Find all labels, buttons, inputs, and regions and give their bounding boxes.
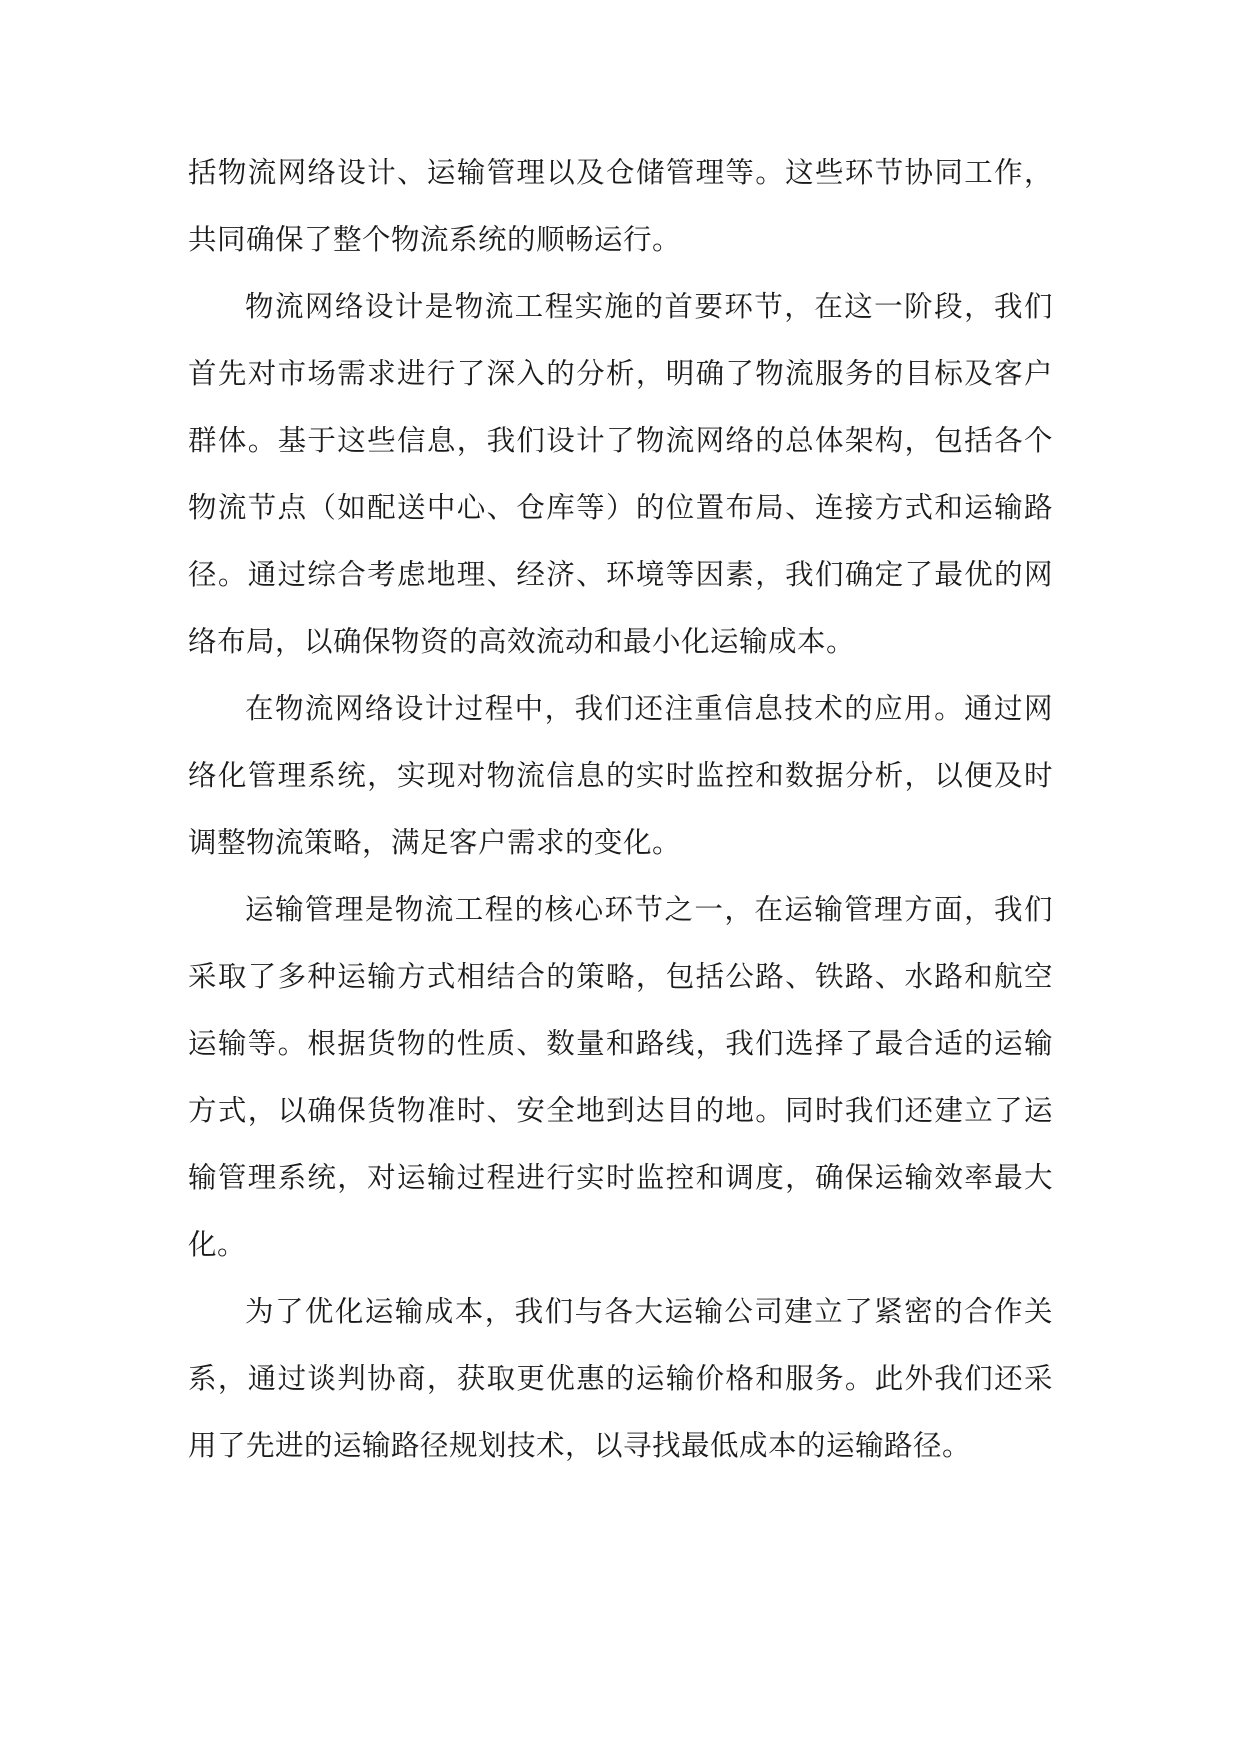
paragraph-1: 括物流网络设计、运输管理以及仓储管理等。这些环节协同工作，共同确保了整个物流系统的顺畅运行。 <box>188 156 1053 256</box>
document-body <box>188 139 1053 1479</box>
paragraph-2: 物流网络设计是物流工程实施的首要环节，在这一阶段，我们首先对市场需求进行了深入的分析，明确了物流服务的目标及客户群体。基于这些信息，我们设计了物流网络的总体架构，包括各个物流节点（如配送中心、仓库等）的位置布局、连接方式和运输路径。通过综合考虑地理、经济、环境等因素，我们确定了最优的网络布局，以确保物资的高效流动和最小化运输成本。 <box>188 290 1053 658</box>
paragraph-5: 为了优化运输成本，我们与各大运输公司建立了紧密的合作关系，通过谈判协商，获取更优惠的运输价格和服务。此外我们还采用了先进的运输路径规划技术，以寻找最低成本的运输路径。 <box>188 1295 1053 1462</box>
paragraph-3: 在物流网络设计过程中，我们还注重信息技术的应用。通过网络化管理系统，实现对物流信息的实时监控和数据分析，以便及时调整物流策略，满足客户需求的变化。 <box>188 692 1053 859</box>
paragraph-4: 运输管理是物流工程的核心环节之一，在运输管理方面，我们采取了多种运输方式相结合的策略，包括公路、铁路、水路和航空运输等。根据货物的性质、数量和路线，我们选择了最合适的运输方式，以确保货物准时、安全地到达目的地。同时我们还建立了运输管理系统，对运输过程进行实时监控和调度，确保运输效率最大化。 <box>188 893 1053 1261</box>
